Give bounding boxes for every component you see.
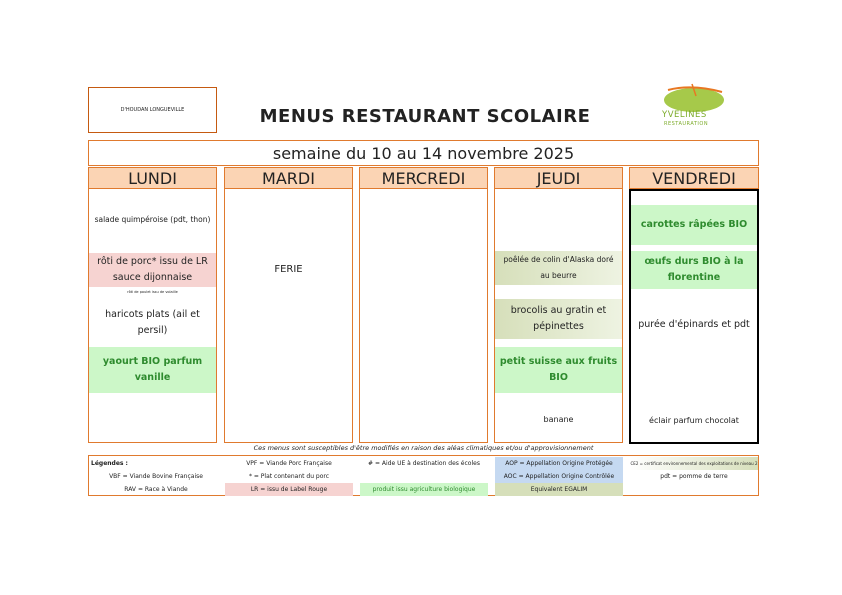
menu-item-entree: carottes râpées BIO xyxy=(631,205,757,245)
disclaimer: Ces menus sont susceptibles d'être modifiés en raison des aléas climatiques et/ou d'approvisionnement xyxy=(253,444,594,452)
day-header-lundi xyxy=(88,167,217,189)
day-column-lundi xyxy=(88,189,217,443)
accomp-line-1: brocolis au gratin et xyxy=(510,305,607,316)
menu-item-laitage xyxy=(89,347,216,393)
legend-vpf: VPF = Viande Porc Française xyxy=(246,460,332,467)
school-name: D'HOUDAN LONGUEVILLE xyxy=(120,107,185,113)
menu-item-accompagnement xyxy=(495,299,622,339)
plat-line-1: rôti de porc* issu de LR xyxy=(97,256,208,267)
day-header-mercredi xyxy=(359,167,488,189)
legend-title: Légendes : xyxy=(91,460,128,467)
laitage-line-2: vanille xyxy=(134,372,171,383)
day-column-vendredi xyxy=(629,189,759,444)
day-label: LUNDI xyxy=(128,168,177,188)
menu-item-entree xyxy=(89,207,216,233)
day-header-mardi xyxy=(224,167,353,189)
plat-line-2: au beurre xyxy=(540,271,577,280)
legend-label-rouge: LR = issu de Label Rouge xyxy=(225,483,353,496)
legend-bio: produit issu agriculture biologique xyxy=(360,483,488,496)
logo-brand: YVELINES xyxy=(662,110,707,120)
day-label: JEUDI xyxy=(536,168,581,188)
school-name-box xyxy=(88,87,217,133)
laitage-line-1: yaourt BIO parfum xyxy=(102,356,203,367)
day-label: MERCREDI xyxy=(381,168,466,188)
week-label: semaine du 10 au 14 novembre 2025 xyxy=(272,143,575,163)
legend-rav: RAV = Race à Viande xyxy=(124,486,188,493)
day-label: MARDI xyxy=(262,168,315,188)
accomp-line-2: pépinettes xyxy=(533,321,584,332)
laitage-line-1: petit suisse aux fruits xyxy=(499,356,618,367)
legend-pdt: pdt = pomme de terre xyxy=(660,473,728,480)
menu-item-plat xyxy=(89,253,216,287)
day-header-vendredi xyxy=(629,167,759,189)
legend-box xyxy=(88,455,759,496)
legend-vbf: VBF = Viande Bovine Française xyxy=(109,473,203,480)
yvelines-logo xyxy=(652,82,732,130)
legend-aide-ue: # = Aide UE à destination des écoles xyxy=(368,460,480,467)
plat-line-1: poêlée de colin d'Alaska doré xyxy=(503,255,614,264)
legend-aop: AOP = Appellation Origine Protégée xyxy=(495,457,623,470)
menu-item-dessert: banane xyxy=(543,415,574,424)
laitage-line-2: BIO xyxy=(549,372,568,383)
plat-line-2: florentine xyxy=(667,272,721,283)
logo-icon xyxy=(652,82,732,112)
plat-note: rôti de poulet issu de volaille xyxy=(127,290,178,294)
legend-porc: * = Plat contenant du porc xyxy=(248,473,330,480)
week-banner xyxy=(88,140,759,166)
day-column-mardi xyxy=(224,189,353,443)
entree-text: salade quimpéroise (pdt, thon) xyxy=(94,215,211,224)
legend-aoc: AOC = Appellation Origine Contrôlée xyxy=(495,470,623,483)
day-header-jeudi xyxy=(494,167,623,189)
legend-egalim: Equivalent EGALIM xyxy=(495,483,623,496)
menu-item-accompagnement xyxy=(89,306,216,340)
menu-item-dessert: éclair parfum chocolat xyxy=(649,416,739,425)
plat-line-1: œufs durs BIO à la xyxy=(644,256,744,267)
menu-item-plat xyxy=(495,251,622,285)
menu-item-accompagnement: purée d'épinards et pdt xyxy=(638,319,750,330)
day-label: VENDREDI xyxy=(652,168,736,188)
accomp-line-2: persil) xyxy=(137,325,168,336)
closed-label: FERIE xyxy=(274,264,303,275)
accomp-line-1: haricots plats (ail et xyxy=(105,309,200,320)
day-column-mercredi xyxy=(359,189,488,443)
menu-item-laitage xyxy=(495,347,622,393)
logo-subtitle: RESTAURATION xyxy=(664,121,709,127)
plat-line-2: sauce dijonnaise xyxy=(112,272,193,283)
menu-item-plat xyxy=(631,251,757,289)
legend-ce2: CE2 = certificat environnemental des exploitations de niveau 2 xyxy=(630,457,758,470)
page-title: MENUS RESTAURANT SCOLAIRE xyxy=(259,106,591,127)
day-column-jeudi xyxy=(494,189,623,443)
